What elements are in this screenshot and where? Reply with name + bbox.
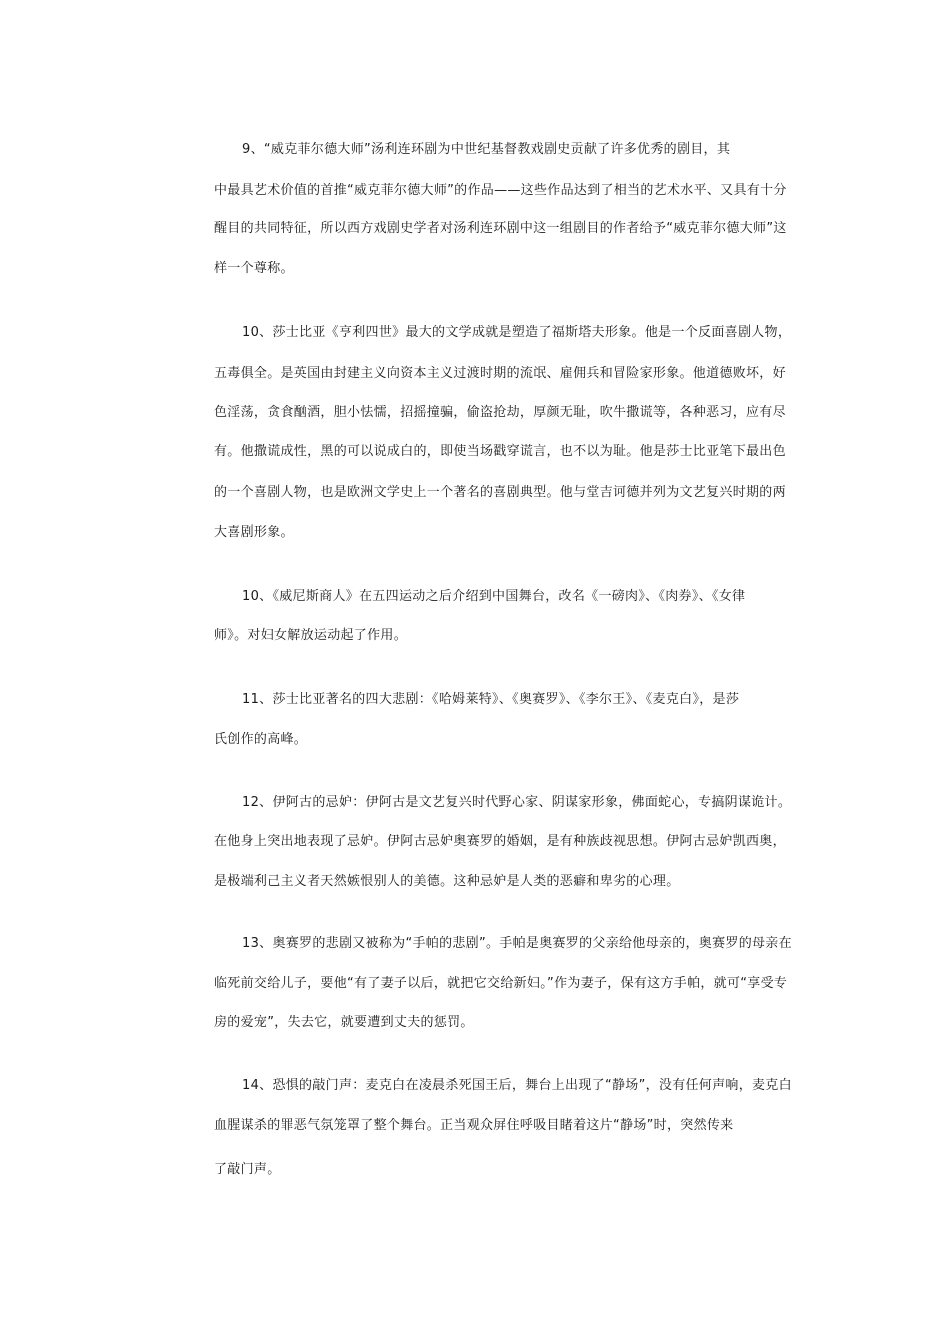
paragraph-12-line-1: 12、伊阿古的忌妒：伊阿古是文艺复兴时代野心家、阴谋家形象，佛面蛇心，专搞阴谋诡计。 [242,795,792,810]
paragraph-10a-line-5: 的一个喜剧人物，也是欧洲文学史上一个著名的喜剧典型。他与堂吉诃德并列为文艺复兴时期的两 [214,485,786,500]
paragraph-14-line-2: 血腥谋杀的罪恶气氛笼罩了整个舞台。正当观众屏住呼吸目睹着这片“静场”时，突然传来 [214,1118,734,1133]
paragraph-9-line-3: 醒目的共同特征，所以西方戏剧史学者对汤利连环剧中这一组剧目的作者给予“威克菲尔德大师”这 [214,221,787,236]
paragraph-14-line-3: 了敲门声。 [214,1162,281,1177]
paragraph-10a-line-1: 10、莎士比亚《亨利四世》最大的文学成就是塑造了福斯塔夫形象。他是一个反面喜剧人物， [242,325,792,340]
paragraph-9-line-4: 样一个尊称。 [214,261,294,276]
paragraph-11-line-1: 11、莎士比亚著名的四大悲剧：《哈姆莱特》、《奥赛罗》、《李尔王》、《麦克白》，是莎 [242,692,740,707]
paragraph-12-line-3: 是极端利己主义者天然嫉恨别人的美德。这种忌妒是人类的恶癖和卑劣的心理。 [214,874,680,889]
paragraph-13-line-1: 13、奥赛罗的悲剧又被称为“手帕的悲剧”。手帕是奥赛罗的父亲给他母亲的，奥赛罗的母亲在 [242,936,792,951]
paragraph-13-line-3: 房的爱宠”，失去它，就要遭到丈夫的惩罚。 [214,1015,474,1030]
paragraph-9-line-2: 中最具艺术价值的首推“威克菲尔德大师”的作品——这些作品达到了相当的艺术水平、又具有十分 [214,183,787,198]
paragraph-10b-line-1: 10、《威尼斯商人》在五四运动之后介绍到中国舞台，改名《一磅肉》、《肉券》、《女律 [242,589,746,604]
paragraph-14-line-1: 14、恐惧的敲门声：麦克白在凌晨杀死国王后，舞台上出现了“静场”，没有任何声响，麦克白 [242,1078,792,1093]
paragraph-9-line-1: 9、“威克菲尔德大师”汤利连环剧为中世纪基督教戏剧史贡献了许多优秀的剧目，其 [242,142,731,157]
paragraph-10b-line-2: 师》。对妇女解放运动起了作用。 [214,628,408,643]
paragraph-13-line-2: 临死前交给儿子，要他“有了妻子以后，就把它交给新妇。”作为妻子，保有这方手帕，就可“享受专 [214,976,788,991]
paragraph-12-line-2: 在他身上突出地表现了忌妒。伊阿古忌妒奥赛罗的婚姻，是有种族歧视思想。伊阿古忌妒凯西奥， [214,834,786,849]
paragraph-10a-line-6: 大喜剧形象。 [214,525,294,540]
paragraph-10a-line-3: 色淫荡，贪食酗酒，胆小怯懦，招摇撞骗，偷盗抢劫，厚颜无耻，吹牛撒谎等，各种恶习，应有尽 [214,405,786,420]
paragraph-10a-line-2: 五毒俱全。是英国由封建主义向资本主义过渡时期的流氓、雇佣兵和冒险家形象。他道德败坏，好 [214,366,786,381]
paragraph-11-line-2: 氏创作的高峰。 [214,732,308,747]
paragraph-10a-line-4: 有。他撒谎成性，黑的可以说成白的，即使当场戳穿谎言，也不以为耻。他是莎士比亚笔下最出色 [214,444,786,459]
